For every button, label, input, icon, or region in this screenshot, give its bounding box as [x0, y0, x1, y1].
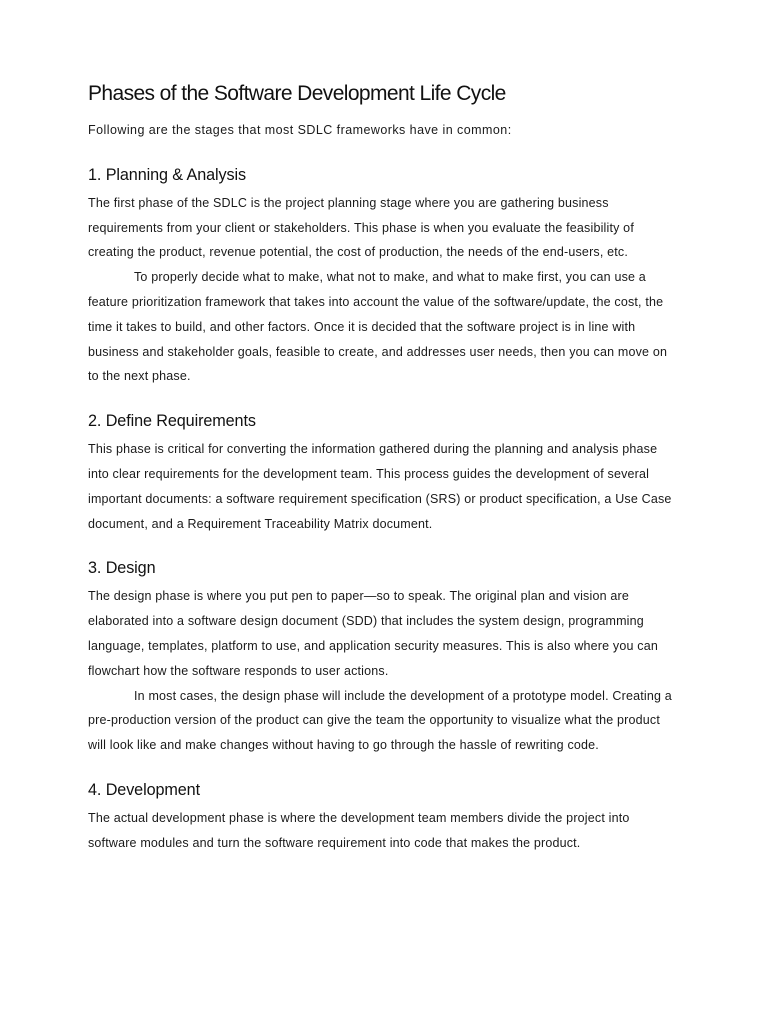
section-paragraph: To properly decide what to make, what not to make, and what to make first, you can use a feature prioritization framework that takes into account the value of the software/update, the cost, the time it takes to build, and other factors. Once it is decided that the software project is in line with business and stakeholder goals, feasible to create, and addresses user needs, then you can move on to the next phase. — [88, 270, 668, 384]
section-paragraph: The first phase of the SDLC is the project planning stage where you are gathering business requirements from your client or stakeholders. This phase is when you evaluate the feasibility of creating the product, revenue potential, the cost of production, the needs of the end-users, etc. — [88, 195, 634, 260]
intro-paragraph: Following are the stages that most SDLC frameworks have in common: — [88, 123, 512, 137]
section-paragraph: The actual development phase is where the development team members divide the project into software modules and turn the software requirement into code that makes the product. — [88, 810, 630, 850]
section-paragraph: The design phase is where you put pen to paper—so to speak. The original plan and vision are elaborated into a software design document (SDD) that includes the system design, programming language, templates, platform to use, and application security measures. This is also where you can flowchart how the software responds to user actions. — [88, 589, 658, 678]
section-paragraph: This phase is critical for converting the information gathered during the planning and analysis phase into clear requirements for the development team. This process guides the development of several important documents: a software requirement specification (SRS) or product specification, a Use Case document, and a Requirement Traceability Matrix document. — [88, 442, 672, 531]
document-page — [88, 78, 680, 856]
section-development — [88, 778, 680, 856]
section-heading: 4. Development — [88, 780, 200, 799]
section-design — [88, 556, 680, 758]
section-heading: 3. Design — [88, 559, 156, 578]
section-define-requirements — [88, 409, 680, 536]
document-title: Phases of the Software Development Life Cycle — [88, 82, 506, 105]
section-planning-analysis — [88, 163, 680, 389]
section-paragraph: In most cases, the design phase will include the development of a prototype model. Creating a pre-production version of the product can give the team the opportunity to visualize what the product will look like and make changes without having to go through the hassle of rewriting code. — [88, 688, 672, 753]
section-heading: 1. Planning & Analysis — [88, 165, 246, 184]
section-heading: 2. Define Requirements — [88, 412, 256, 431]
